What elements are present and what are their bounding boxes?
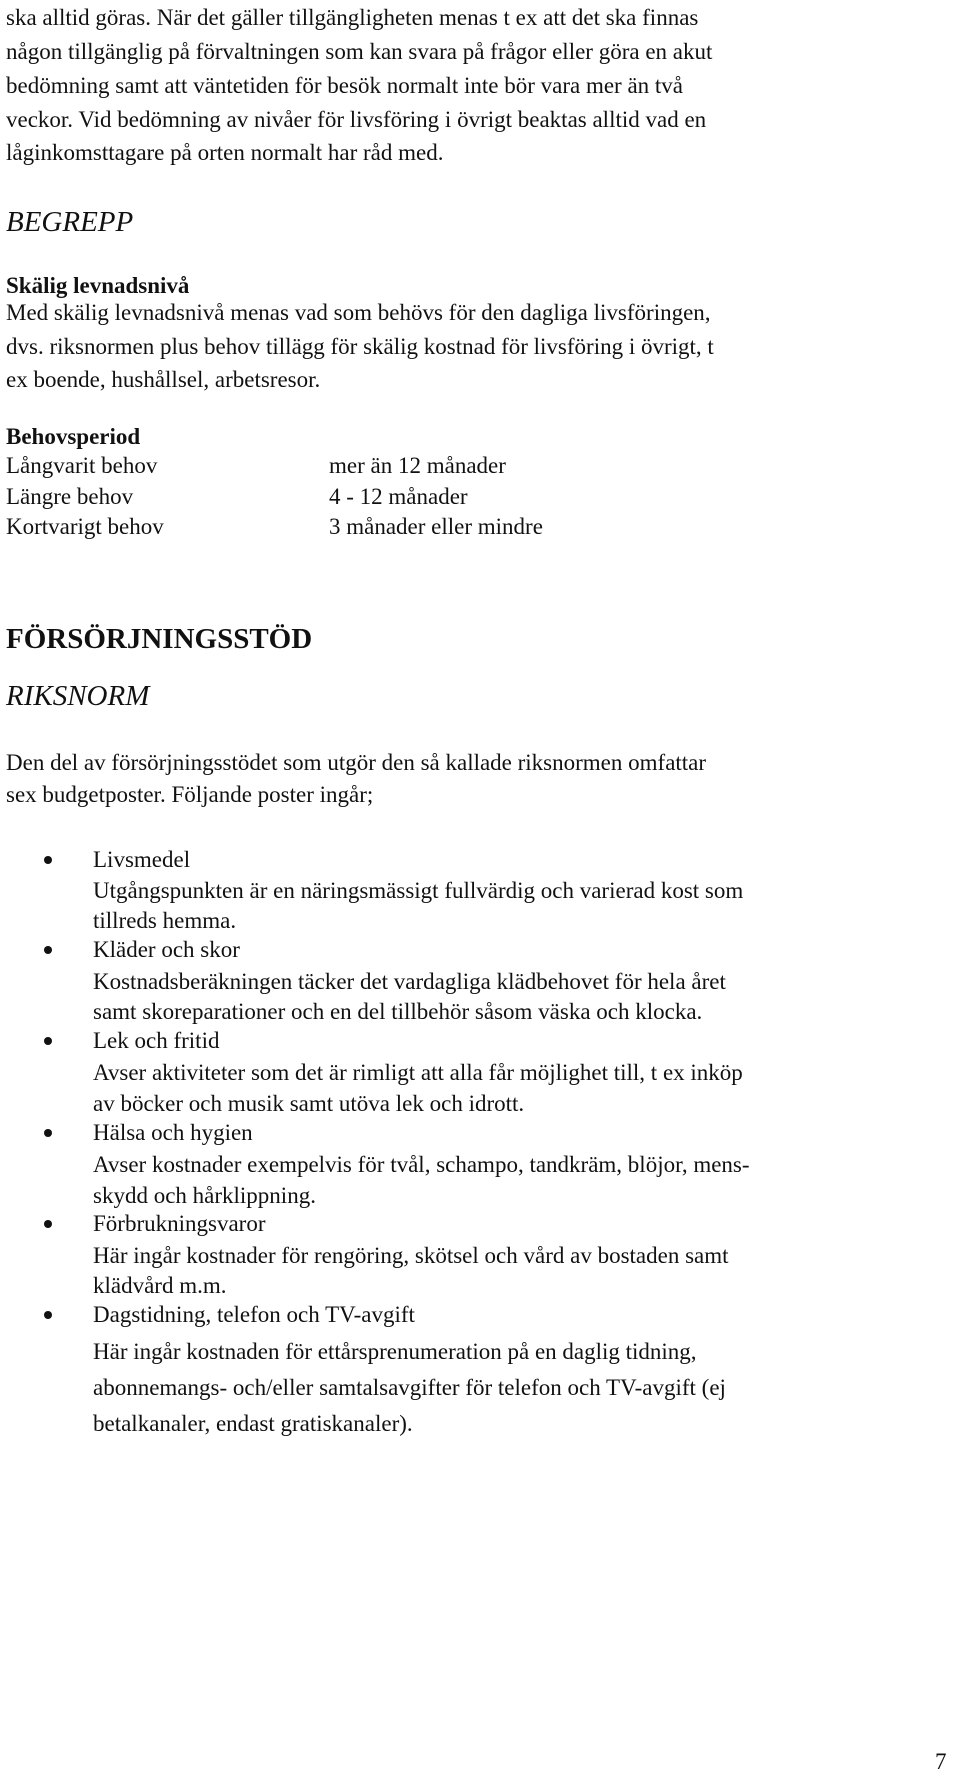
bullet-text: samt skoreparationer och en del tillbehör såsom väska och klocka. — [93, 999, 703, 1024]
bullet-text: skydd och hårklippning. — [93, 1183, 316, 1208]
behovsperiod-label: Långvarit behov — [6, 453, 158, 478]
bullet-text: av böcker och musik samt utöva lek och idrott. — [93, 1091, 525, 1116]
subheading-behovsperiod: Behovsperiod — [6, 424, 141, 449]
bullet-text: tillreds hemma. — [93, 908, 237, 933]
page-number: 7 — [935, 1749, 947, 1774]
intro-line: veckor. Vid bedömning av nivåer för livsföring i övrigt beaktas alltid vad en — [6, 107, 707, 132]
bullet-text: Avser aktiviteter som det är rimligt att alla får möjlighet till, t ex inköp — [93, 1060, 743, 1085]
behovsperiod-value: 3 månader eller mindre — [329, 514, 543, 539]
begrepp-line: ex boende, hushållsel, arbetsresor. — [6, 367, 321, 392]
behovsperiod-value: 4 - 12 månader — [329, 484, 468, 509]
intro-line: bedömning samt att väntetiden för besök normalt inte bör vara mer än två — [6, 73, 684, 98]
subheading-skalig-levnadsniva: Skälig levnadsnivå — [6, 273, 190, 298]
behovsperiod-label: Längre behov — [6, 484, 134, 509]
riksnorm-line: sex budgetposter. Följande poster ingår; — [6, 782, 374, 807]
bullet-dot — [44, 1129, 52, 1137]
behovsperiod-label: Kortvarigt behov — [6, 514, 164, 539]
bullet-dot — [44, 946, 52, 954]
section-heading-forsorjningsstod: FÖRSÖRJNINGSSTÖD — [6, 623, 313, 655]
bullet-text: Utgångspunkten är en näringsmässigt fullvärdig och varierad kost som — [93, 878, 744, 903]
bullet-title: Lek och fritid — [93, 1028, 220, 1053]
section-heading-begrepp: BEGREPP — [6, 206, 134, 238]
bullet-text: klädvård m.m. — [93, 1273, 227, 1298]
begrepp-line: dvs. riksnormen plus behov tillägg för skälig kostnad för livsföring i övrigt, t — [6, 334, 714, 359]
begrepp-line: Med skälig levnadsnivå menas vad som behövs för den dagliga livsföringen, — [6, 300, 711, 325]
bullet-title: Hälsa och hygien — [93, 1120, 253, 1145]
bullet-text: betalkanaler, endast gratiskanaler). — [93, 1411, 413, 1436]
behovsperiod-value: mer än 12 månader — [329, 453, 506, 478]
bullet-title: Förbrukningsvaror — [93, 1211, 266, 1236]
intro-line: någon tillgänglig på förvaltningen som kan svara på frågor eller göra en akut — [6, 39, 713, 64]
bullet-text: Här ingår kostnader för rengöring, skötsel och vård av bostaden samt — [93, 1243, 729, 1268]
bullet-dot — [44, 1311, 52, 1319]
subheading-riksnorm: RIKSNORM — [6, 680, 150, 712]
bullet-title: Dagstidning, telefon och TV-avgift — [93, 1302, 415, 1327]
bullet-text: abonnemangs- och/eller samtalsavgifter för telefon och TV-avgift (ej — [93, 1375, 726, 1400]
bullet-text: Avser kostnader exempelvis för tvål, schampo, tandkräm, blöjor, mens- — [93, 1152, 750, 1177]
bullet-dot — [44, 1220, 52, 1228]
intro-line: ska alltid göras. När det gäller tillgängligheten menas t ex att det ska finnas — [6, 5, 699, 30]
intro-line: låginkomsttagare på orten normalt har råd med. — [6, 140, 444, 165]
bullet-dot — [44, 856, 52, 864]
bullet-title: Livsmedel — [93, 847, 191, 872]
behovsperiod-row — [6, 481, 468, 513]
riksnorm-line: Den del av försörjningsstödet som utgör den så kallade riksnormen omfattar — [6, 750, 707, 775]
bullet-text: Här ingår kostnaden för ettårsprenumeration på en daglig tidning, — [93, 1339, 697, 1364]
behovsperiod-row — [6, 511, 543, 543]
bullet-dot — [44, 1037, 52, 1045]
bullet-title: Kläder och skor — [93, 937, 240, 962]
bullet-text: Kostnadsberäkningen täcker det vardagliga klädbehovet för hela året — [93, 969, 726, 994]
behovsperiod-row — [6, 450, 506, 482]
